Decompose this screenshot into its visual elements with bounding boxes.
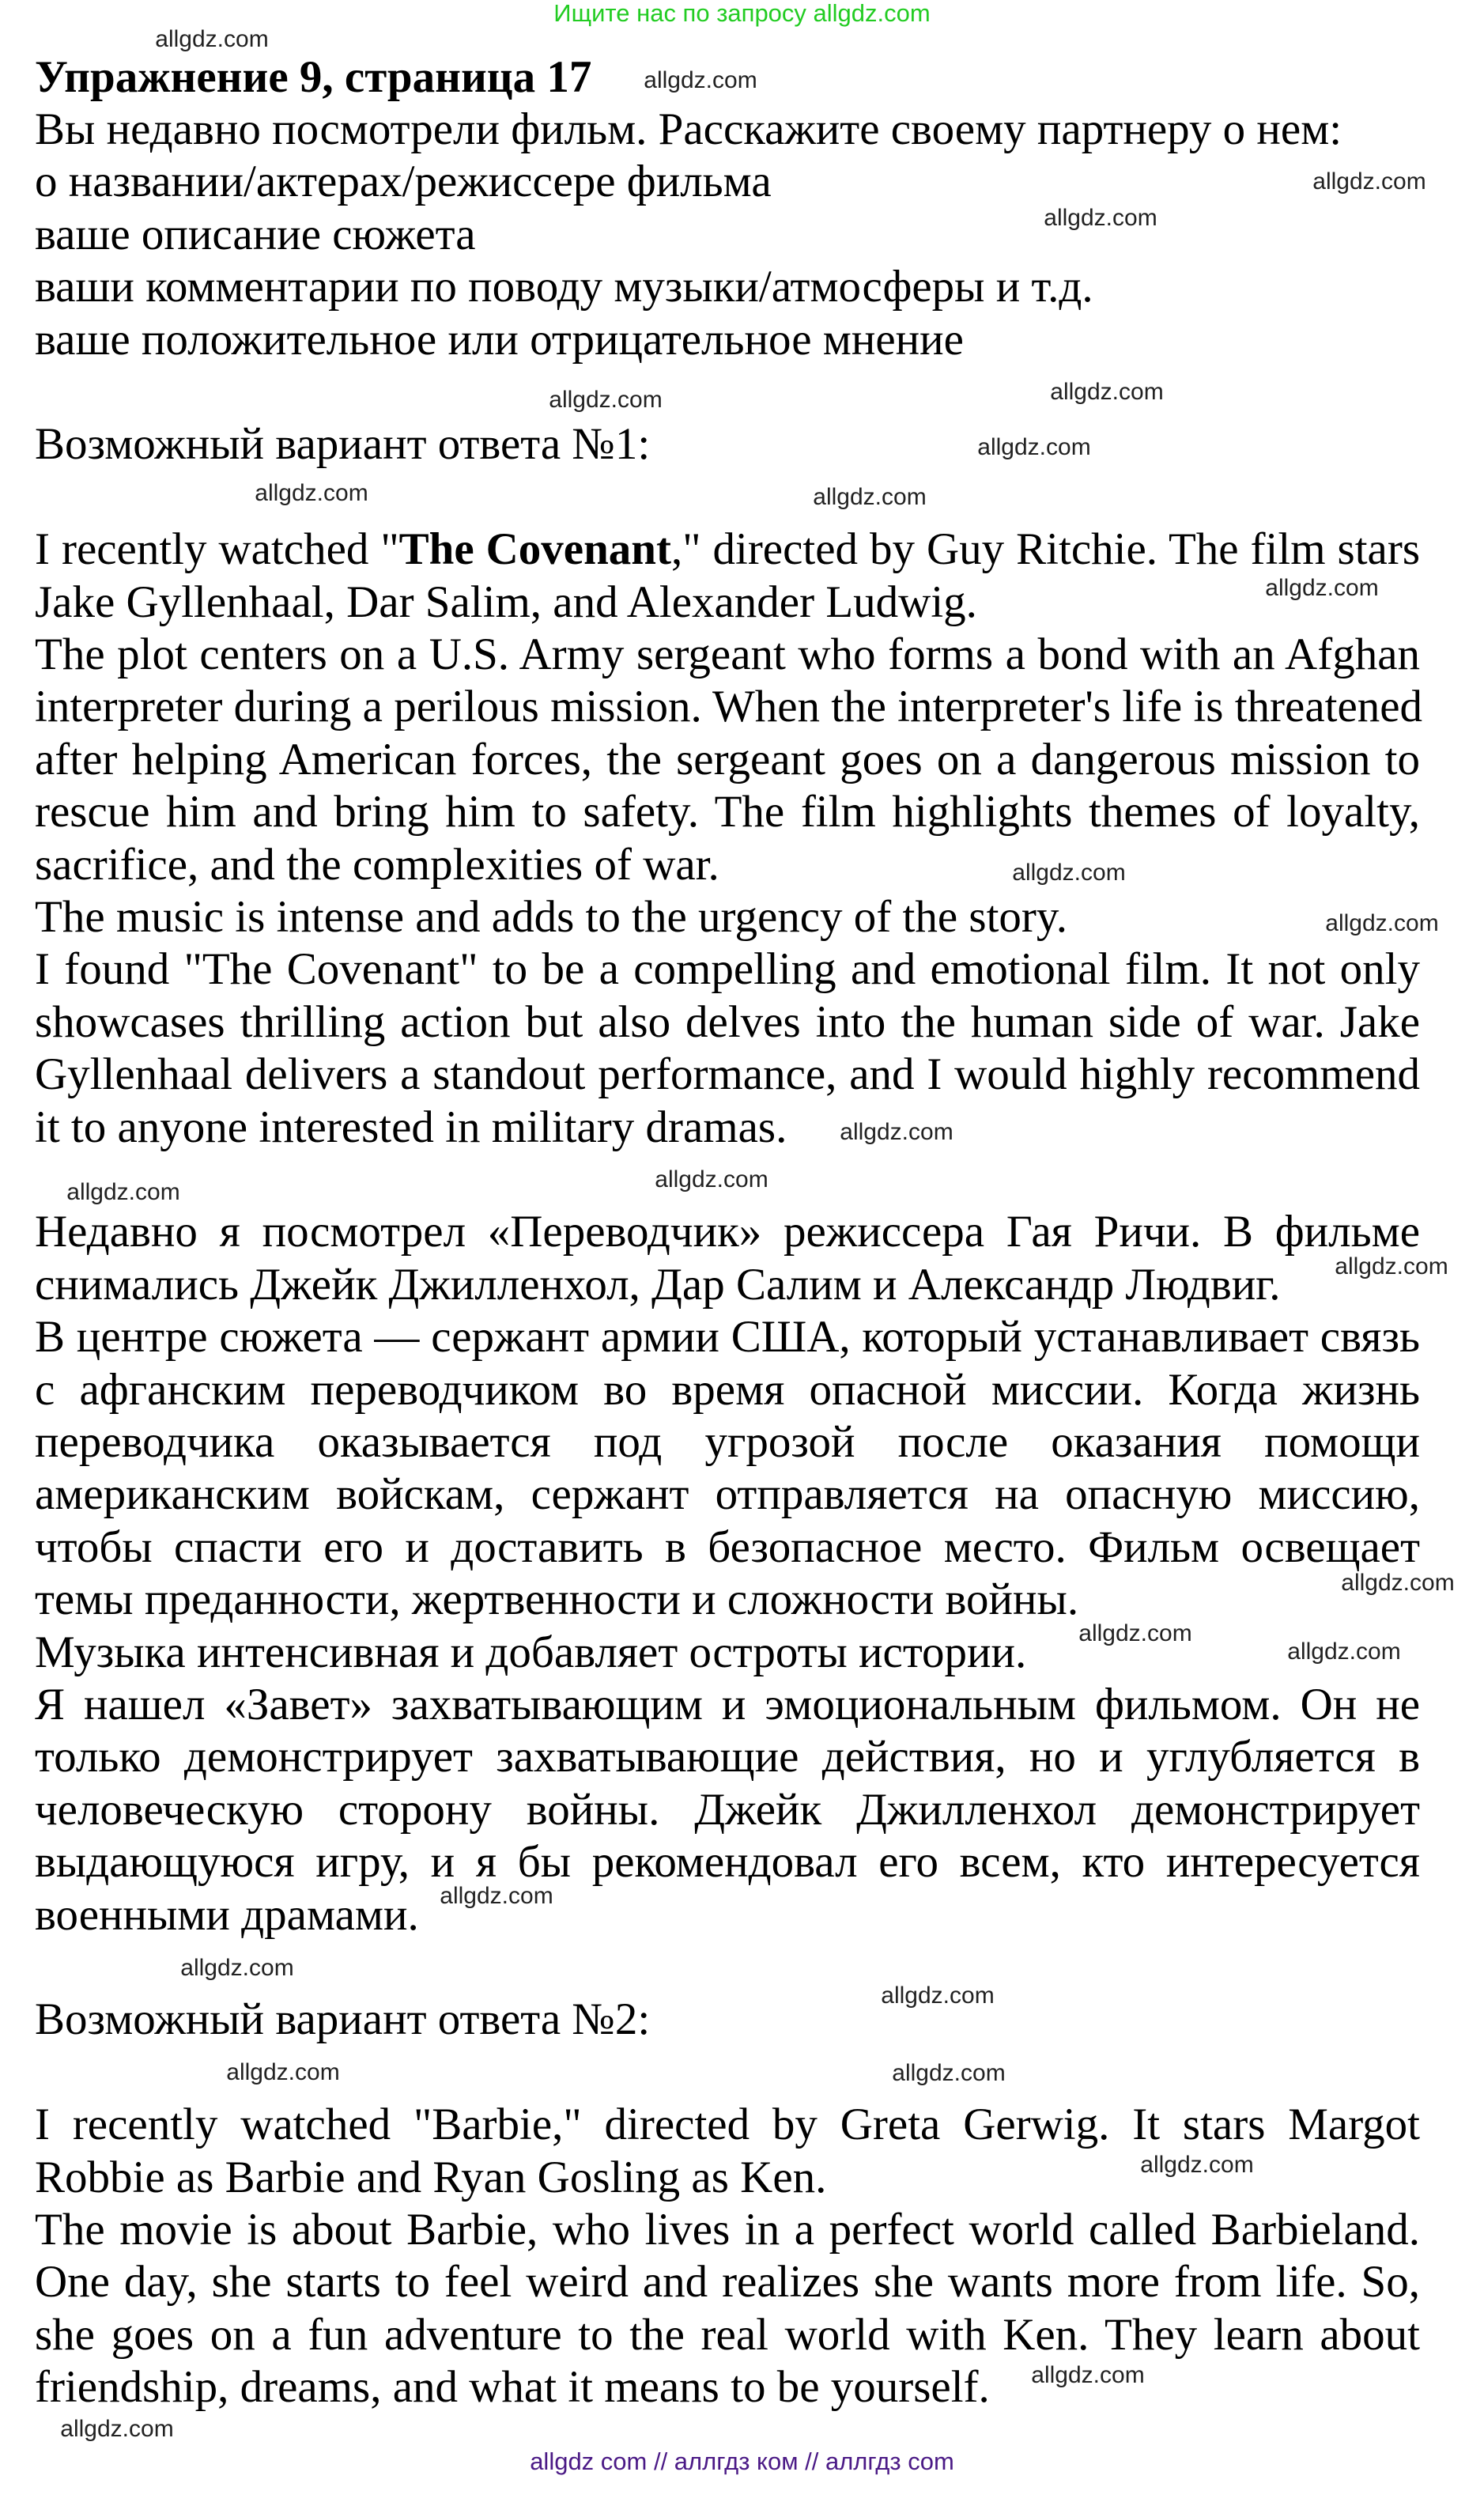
text-line: Jake Gyllenhaal, Dar Salim, and Alexander Ludwig. [35, 576, 977, 627]
text-line: Недавно я посмотрел «Переводчик» режиссера Гая Ричи. В фильме [35, 1207, 1420, 1257]
text-line: с афганским переводчиком во время опасной миссии. Когда жизнь [35, 1364, 1420, 1415]
watermark: allgdz.com [1140, 2152, 1254, 2178]
text-line: только демонстрирует захватывающие действия, но и углубляется в [35, 1732, 1420, 1782]
text-line: В центре сюжета — сержант армии США, который устанавливает связь [35, 1312, 1420, 1363]
watermark: allgdz.com [655, 1166, 768, 1193]
text-line: Возможный вариант ответа №2: [35, 1994, 651, 2045]
text-line: interpreter during a perilous mission. When the interpreter's life is threatened [35, 682, 1423, 732]
film-title-bold: The Covenant [398, 524, 671, 575]
text-line: снимались Джейк Джилленхол, Дар Салим и Александр Людвиг. [35, 1259, 1281, 1310]
watermark: allgdz.com [66, 1179, 180, 1205]
page-title: Упражнение 9, страница 17 [35, 51, 592, 102]
watermark: allgdz.com [1312, 168, 1426, 195]
watermark: allgdz.com [1050, 379, 1164, 405]
text-line: rescue him and bring him to safety. The film highlights themes of loyalty, [35, 787, 1420, 837]
text-line: ваши комментарии по поводу музыки/атмосферы и т.д. [35, 262, 1093, 312]
search-banner: Ищите нас по запросу allgdz.com [553, 0, 931, 27]
watermark: allgdz.com [180, 1955, 294, 1981]
text-line: One day, she starts to feel weird and realizes she wants more from life. So, [35, 2257, 1420, 2308]
text-line: The music is intense and adds to the urgency of the story. [35, 892, 1067, 942]
text-line: американским войскам, сержант отправляется на опасную миссию, [35, 1469, 1420, 1520]
text-line: Возможный вариант ответа №1: [35, 419, 651, 470]
watermark: allgdz.com [977, 434, 1091, 460]
text-line: Музыка интенсивная и добавляет остроты истории. [35, 1627, 1027, 1677]
watermark: allgdz.com [840, 1119, 953, 1145]
watermark: allgdz.com [1341, 1570, 1455, 1596]
watermark: allgdz.com [1265, 575, 1379, 601]
text-line: showcases thrilling action but also delves into the human side of war. Jake [35, 996, 1420, 1047]
watermark: allgdz.com [155, 26, 269, 52]
watermark: allgdz.com [1031, 2362, 1145, 2388]
text-line: friendship, dreams, and what it means to be yourself. [35, 2362, 990, 2413]
text-line: выдающуюся игру, и я бы рекомендовал его всем, кто интересуется [35, 1837, 1420, 1888]
watermark: allgdz.com [226, 2059, 340, 2085]
text-line: she goes on a fun adventure to the real world with Ken. They learn about [35, 2309, 1420, 2360]
text-line: Вы недавно посмотрели фильм. Расскажите своему партнеру о нем: [35, 104, 1342, 154]
watermark: allgdz.com [255, 480, 368, 506]
watermark: allgdz.com [881, 1982, 995, 2009]
text-line: after helping American forces, the sergeant goes on a dangerous mission to [35, 734, 1420, 784]
text-line: The plot centers on a U.S. Army sergeant who forms a bond with an Afghan [35, 629, 1420, 679]
watermark: allgdz.com [440, 1883, 553, 1909]
text-line: Gyllenhaal delivers a standout performance, and I would highly recommend [35, 1049, 1420, 1100]
text-line: темы преданности, жертвенности и сложности войны. [35, 1574, 1079, 1625]
text-line: I recently watched "Barbie," directed by Greta Gerwig. It stars Margot [35, 2100, 1420, 2150]
text-line: Я нашел «Завет» захватывающим и эмоциональным фильмом. Он не [35, 1680, 1420, 1729]
footer-banner: allgdz com // аллгдз ком // аллгдз com [530, 2447, 954, 2475]
text-line: чтобы спасти его и доставить в безопасное место. Фильм освещает [35, 1521, 1420, 1572]
watermark: allgdz.com [1335, 1253, 1448, 1279]
text-line: человеческую сторону войны. Джейк Джилленхол демонстрирует [35, 1784, 1420, 1835]
text-line: переводчика оказывается под угрозой после оказания помощи [35, 1417, 1420, 1467]
text-line: военными драмами. [35, 1889, 419, 1940]
text-segment: I recently watched " [35, 524, 399, 575]
text-line: I found "The Covenant" to be a compelling and emotional film. It not only [35, 944, 1420, 995]
text-line: The movie is about Barbie, who lives in a perfect world called Barbieland. [35, 2205, 1420, 2255]
text-line [35, 524, 1420, 576]
text-line: о названии/актерах/режиссере фильма [35, 157, 772, 207]
watermark: allgdz.com [1287, 1639, 1401, 1665]
text-line: Robbie as Barbie and Ryan Gosling as Ken. [35, 2152, 827, 2202]
watermark: allgdz.com [60, 2416, 174, 2442]
watermark: allgdz.com [1078, 1620, 1192, 1646]
text-segment: ," directed by Guy Ritchie. The film stars [670, 524, 1420, 575]
text-line: it to anyone interested in military dramas. [35, 1102, 787, 1152]
watermark: allgdz.com [892, 2060, 1006, 2086]
watermark: allgdz.com [644, 67, 757, 93]
watermark: allgdz.com [813, 484, 927, 510]
text-line: sacrifice, and the complexities of war. [35, 839, 719, 890]
watermark: allgdz.com [1044, 205, 1157, 231]
watermark: allgdz.com [1012, 860, 1126, 886]
watermark: allgdz.com [549, 387, 663, 413]
text-line: ваше описание сюжета [35, 209, 476, 259]
text-line: ваше положительное или отрицательное мнение [35, 314, 964, 365]
watermark: allgdz.com [1325, 910, 1439, 936]
